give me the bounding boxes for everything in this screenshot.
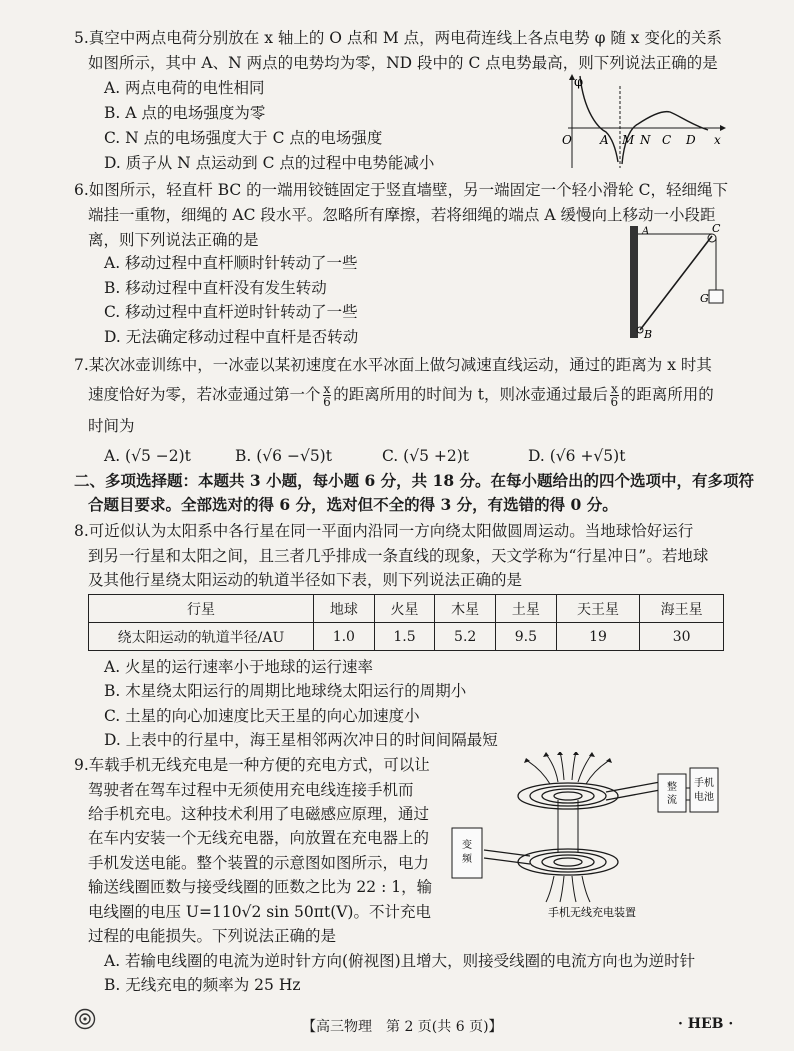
publisher-logo-icon (74, 1008, 96, 1030)
q5-option-b: B. A 点的电场强度为零 (104, 104, 266, 122)
table-header-row (89, 595, 724, 623)
section2-heading-line1: 二、多项选择题：本题共 3 小题，每小题 6 分，共 18 分。在每小题给出的四个选项中，有多项符 (74, 471, 755, 490)
q6-fig-c: C (712, 224, 721, 235)
table-cell: 绕太阳运动的轨道半径/AU (89, 623, 314, 651)
q7-option-c: C. (√5 +2)t (382, 447, 469, 465)
q6-rod-pulley-figure (626, 224, 730, 342)
q8-option-a: A. 火星的运行速率小于地球的运行速率 (104, 658, 374, 676)
q9-stem-line2: 驾驶者在驾车过程中无须使用充电线连接手机而 (88, 781, 414, 799)
table-cell: 5.2 (435, 623, 496, 651)
q8-stem-line3: 及其他行星绕太阳运动的轨道半径如下表，则下列说法正确的是 (88, 571, 523, 589)
q7-stem-part3: 的距离所用的 (620, 385, 714, 404)
q9-fig-caption: 手机无线充电装置 (548, 906, 636, 919)
q5-potential-graph (558, 72, 728, 172)
q6-stem-line2: 端挂一重物，细绳的 AC 段水平。忽略所有摩擦，若将细绳的端点 A 缓慢向上移动一小段距 (88, 206, 716, 224)
q9-fig-battery-1: 手机 (694, 778, 714, 789)
q9-fig-rectifier-2: 流 (667, 795, 677, 806)
q5-fig-x: x (714, 133, 721, 147)
q5-stem-line2: 如图所示，其中 A、N 两点的电势均为零，ND 段中的 C 点电势最高，则下列说法正确的是 (88, 54, 718, 72)
q7-stem-line3: 时间为 (88, 417, 135, 435)
q8-option-b: B. 木星绕太阳运行的周期比地球绕太阳运行的周期小 (104, 682, 467, 700)
q6-fig-a: A (642, 226, 650, 237)
q7-frac1-num: x (323, 382, 331, 396)
q6-option-c: C. 移动过程中直杆逆时针转动了一些 (104, 303, 358, 321)
table-cell: 天王星 (556, 595, 640, 623)
footer-code: · HEB · (678, 1016, 734, 1032)
q6-stem-line3: 离，则下列说法正确的是 (88, 231, 259, 249)
q7-frac1-den: 6 (323, 395, 331, 409)
table-cell: 海王星 (640, 595, 724, 623)
q7-option-d: D. (√6 +√5)t (528, 447, 626, 465)
table-cell: 9.5 (496, 623, 557, 651)
q5-fig-d: D (686, 133, 696, 147)
q5-fig-a: A (600, 133, 609, 147)
q9-option-b: B. 无线充电的频率为 25 Hz (104, 976, 301, 994)
q8-option-c: C. 土星的向心加速度比天王星的向心加速度小 (104, 707, 420, 725)
q5-option-d: D. 质子从 N 点运动到 C 点的过程中电势能减小 (104, 154, 435, 172)
table-cell: 行星 (89, 595, 314, 623)
q9-stem-line7: 电线圈的电压 U=110√2 sin 50πt(V)。不计充电 (88, 903, 431, 921)
q7-frac2-num: x (610, 382, 618, 396)
q6-fig-g: G (700, 292, 709, 305)
q7-option-a: A. (√5 −2)t (104, 447, 191, 465)
q5-option-a: A. 两点电荷的电性相同 (104, 79, 265, 97)
q6-option-b: B. 移动过程中直杆没有发生转动 (104, 279, 327, 297)
q8-stem-line2: 到另一行星和太阳之间，且三者几乎排成一条直线的现象，天文学称为“行星冲日”。若地球 (88, 547, 709, 565)
q9-wireless-charger-figure (446, 752, 720, 924)
q6-fig-b: B (644, 328, 653, 341)
q9-stem-line8: 过程的电能损失。下列说法正确的是 (88, 927, 337, 945)
q9-stem-line3: 给手机充电。这种技术利用了电磁感应原理，通过 (88, 805, 430, 823)
section2-heading-line2: 合题目要求。全部选对的得 6 分，选对但不全的得 3 分，有选错的得 0 分。 (88, 495, 618, 514)
table-cell: 1.0 (314, 623, 375, 651)
q9-stem-line5: 手机发送电能。整个装置的示意图如图所示，电力 (88, 854, 430, 872)
q9-fig-battery-2: 电池 (694, 792, 714, 803)
q7-stem-part2: 的距离所用的时间为 t，则冰壶通过最后 (333, 385, 608, 404)
q5-fig-phi: φ (574, 75, 584, 90)
q5-fig-o: O (562, 133, 572, 147)
q6-stem-line1: 6.如图所示，轻直杆 BC 的一端用铰链固定于竖直墙壁，另一端固定一个轻小滑轮 C，轻细绳下 (74, 181, 728, 199)
q5-fig-c: C (662, 133, 672, 147)
q7-stem-line1: 7.某次冰壶训练中，一冰壶以某初速度在水平冰面上做匀减速直线运动，通过的距离为 x 时其 (74, 356, 712, 374)
q7-stem-line2 (88, 383, 714, 408)
q5-stem-line1: 5.真空中两点电荷分别放在 x 轴上的 O 点和 M 点，两电荷连线上各点电势 φ 随 x 变化的关系 (74, 29, 722, 47)
table-cell: 木星 (435, 595, 496, 623)
q6-option-a: A. 移动过程中直杆顺时针转动了一些 (104, 254, 358, 272)
q5-fig-n: N (640, 133, 651, 147)
table-cell: 1.5 (374, 623, 435, 651)
q8-orbit-table (88, 594, 724, 651)
q9-stem-line1: 9.车载手机无线充电是一种方便的充电方式，可以让 (74, 756, 430, 774)
table-cell: 土星 (496, 595, 557, 623)
table-cell: 30 (640, 623, 724, 651)
q7-frac2-den: 6 (610, 395, 619, 409)
q7-fraction-1 (323, 383, 332, 408)
q5-option-c: C. N 点的电场强度大于 C 点的电场强度 (104, 129, 383, 147)
footer-page-info: 【高三物理 第 2 页(共 6 页)】 (302, 1019, 503, 1035)
table-cell: 火星 (374, 595, 435, 623)
q9-option-a: A. 若输电线圈的电流为逆时针方向(俯视图)且增大，则接受线圈的电流方向也为逆时针 (104, 952, 696, 970)
q9-stem-line4: 在车内安装一个无线充电器，向放置在充电器上的 (88, 829, 430, 847)
q7-fraction-2 (610, 383, 619, 408)
q8-stem-line1: 8.可近似认为太阳系中各行星在同一平面内沿同一方向绕太阳做圆周运动。当地球恰好运行 (74, 522, 694, 540)
table-row (89, 623, 724, 651)
q7-stem-part1: 速度恰好为零，若冰壶通过第一个 (88, 385, 321, 404)
q8-option-d: D. 上表中的行星中，海王星相邻两次冲日的时间间隔最短 (104, 731, 498, 749)
q5-fig-m: M (622, 133, 635, 147)
table-cell: 地球 (314, 595, 375, 623)
q7-option-b: B. (√6 −√5)t (235, 447, 332, 465)
q9-fig-inverter-1: 变 (462, 840, 472, 851)
q9-fig-rectifier-1: 整 (667, 782, 677, 793)
q9-stem-line6: 输送线圈匝数与接受线圈的匝数之比为 22 : 1，输 (88, 878, 433, 896)
table-cell: 19 (556, 623, 640, 651)
q9-fig-inverter-2: 频 (462, 854, 472, 865)
q6-option-d: D. 无法确定移动过程中直杆是否转动 (104, 328, 359, 346)
